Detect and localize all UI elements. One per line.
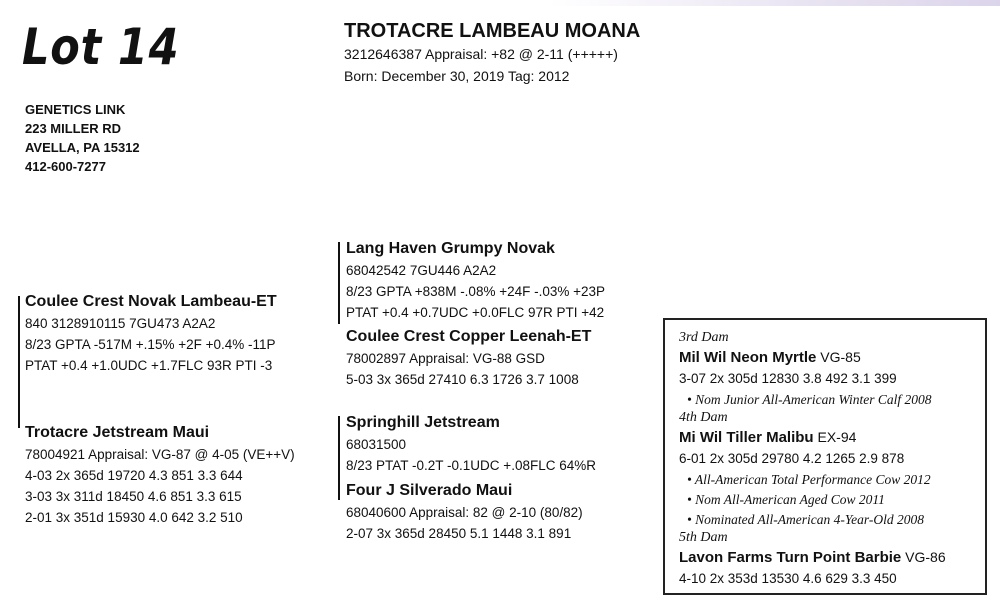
sire-line: 8/23 GPTA -517M +.15% +2F +0.4% -11P [25, 337, 276, 352]
third-dam-honor: • Nom Junior All-American Winter Calf 2008 [687, 392, 932, 407]
consignor-city: AVELLA, PA 15312 [25, 140, 140, 155]
third-dam-name [679, 349, 861, 366]
dam-dam-line: 2-07 3x 365d 28450 5.1 1448 3.1 891 [346, 526, 572, 541]
sire-sire-line: PTAT +0.4 +0.7UDC +0.0FLC 97R PTI +42 [346, 305, 605, 320]
sire-line: PTAT +0.4 +1.0UDC +1.7FLC 93R PTI -3 [25, 358, 273, 373]
sire-sire-name: Lang Haven Grumpy Novak [346, 240, 555, 257]
top-border [0, 0, 1000, 6]
extended-dams-box [663, 318, 987, 595]
third-dam-score: VG-85 [816, 349, 861, 365]
pedigree-bracket [18, 296, 20, 428]
sire-dam-block [346, 326, 591, 390]
fourth-dam-label: 4th Dam [679, 410, 728, 425]
fifth-dam-score: VG-86 [901, 549, 946, 565]
sire-name: Coulee Crest Novak Lambeau-ET [25, 293, 277, 310]
dam-sire-line: 8/23 PTAT -0.2T -0.1UDC +.08FLC 64%R [346, 458, 596, 473]
dam-block [25, 422, 295, 528]
fifth-dam-record: 4-10 2x 353d 13530 4.6 629 3.3 450 [679, 571, 897, 586]
third-dam-record: 3-07 2x 305d 12830 3.8 492 3.1 399 [679, 371, 897, 386]
consignor-address [25, 100, 140, 176]
fifth-dam-name [679, 549, 946, 566]
consignor-street: 223 MILLER RD [25, 121, 122, 136]
sire-dam-line: 5-03 3x 365d 27410 6.3 1726 3.7 1008 [346, 372, 579, 387]
dam-line: 3-03 3x 311d 18450 4.6 851 3.3 615 [25, 489, 242, 504]
fourth-dam-name-text: Mi Wil Tiller Malibu [679, 429, 814, 446]
lot-number: Lot 14 [22, 18, 180, 76]
dam-sire-name: Springhill Jetstream [346, 414, 500, 431]
dam-dam-line: 68040600 Appraisal: 82 @ 2-10 (80/82) [346, 505, 583, 520]
dam-line: 78004921 Appraisal: VG-87 @ 4-05 (VE++V) [25, 447, 295, 462]
sire-sire-line: 68042542 7GU446 A2A2 [346, 263, 497, 278]
dam-line: 4-03 2x 365d 19720 4.3 851 3.3 644 [25, 468, 243, 483]
dam-dam-name: Four J Silverado Maui [346, 482, 513, 499]
sire-dam-name: Coulee Crest Copper Leenah-ET [346, 328, 592, 345]
pedigree-bracket [338, 416, 340, 500]
consignor-name: GENETICS LINK [25, 102, 126, 117]
animal-name: TROTACRE LAMBEAU MOANA [344, 20, 641, 42]
sire-line: 840 3128910115 7GU473 A2A2 [25, 316, 216, 331]
consignor-phone: 412-600-7277 [25, 159, 106, 174]
third-dam-label: 3rd Dam [679, 330, 729, 345]
animal-id-appraisal: 3212646387 Appraisal: +82 @ 2-11 (+++++) [344, 46, 618, 62]
dam-dam-block [346, 480, 583, 544]
fourth-dam-honor: • Nom All-American Aged Cow 2011 [687, 492, 885, 507]
dam-name: Trotacre Jetstream Maui [25, 424, 210, 441]
sire-sire-line: 8/23 GPTA +838M -.08% +24F -.03% +23P [346, 284, 606, 299]
dam-sire-block [346, 412, 596, 476]
sire-block [25, 291, 277, 376]
fourth-dam-honor: • Nominated All-American 4-Year-Old 2008 [687, 512, 924, 527]
sire-dam-line: 78002897 Appraisal: VG-88 GSD [346, 351, 545, 366]
dam-sire-line: 68031500 [346, 437, 407, 452]
animal-born-tag: Born: December 30, 2019 Tag: 2012 [344, 68, 570, 84]
sire-sire-block [346, 238, 605, 323]
fourth-dam-record: 6-01 2x 305d 29780 4.2 1265 2.9 878 [679, 451, 905, 466]
fourth-dam-name [679, 429, 856, 446]
pedigree-bracket [338, 242, 340, 324]
fourth-dam-score: EX-94 [813, 429, 857, 445]
fourth-dam-honor: • All-American Total Performance Cow 2012 [687, 472, 931, 487]
fifth-dam-label: 5th Dam [679, 530, 728, 545]
third-dam-name-text: Mil Wil Neon Myrtle [679, 349, 817, 366]
dam-line: 2-01 3x 351d 15930 4.0 642 3.2 510 [25, 510, 243, 525]
fifth-dam-name-text: Lavon Farms Turn Point Barbie [679, 549, 902, 566]
